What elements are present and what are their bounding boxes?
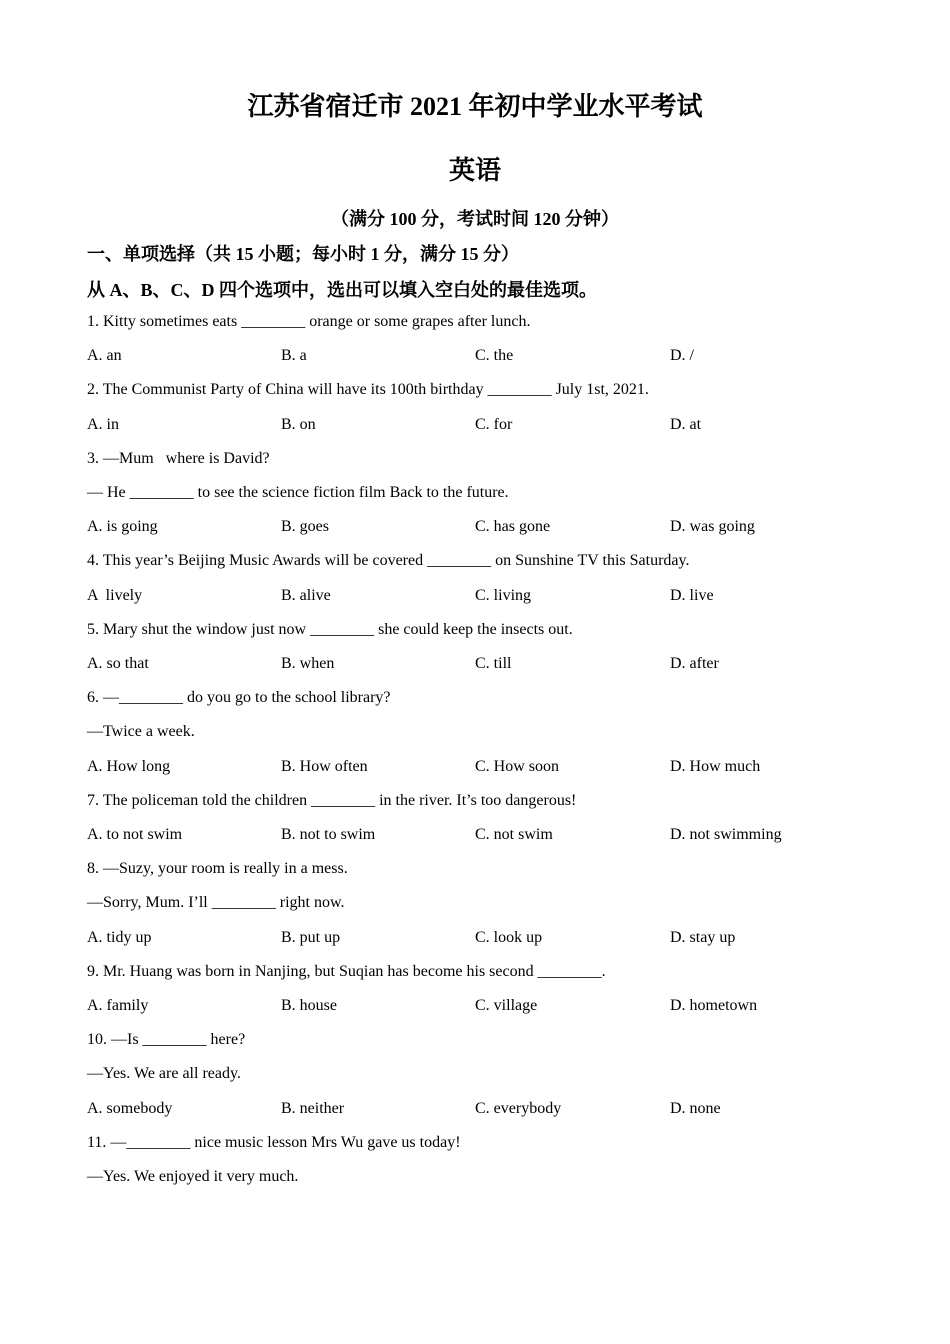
answer-option: A. is going <box>87 518 158 536</box>
answer-option: C. till <box>475 655 512 672</box>
answer-option: C. everybody <box>475 1099 562 1117</box>
question-line: 2. The Communist Party of China will have its 100th birthday ________ July 1st, 2021. <box>87 381 649 399</box>
answer-option: A. so that <box>87 655 149 672</box>
answer-option: C. village <box>475 997 538 1014</box>
answer-option: A. tidy up <box>87 928 152 946</box>
answer-option: B. on <box>281 415 316 433</box>
answer-option: D. / <box>670 347 694 365</box>
answer-option: D. live <box>670 586 714 604</box>
answer-option: B. put up <box>281 928 341 946</box>
answer-option: C. has gone <box>475 518 551 536</box>
answer-option: B. alive <box>281 586 331 604</box>
answer-option: B. How often <box>281 757 368 775</box>
answer-option: D. at <box>670 415 702 433</box>
subject-title: 英语 <box>448 156 501 185</box>
answer-option: A. in <box>87 415 119 433</box>
answer-option: C. for <box>475 415 513 433</box>
answer-option: D. was going <box>670 518 755 536</box>
answer-option: B. not to swim <box>281 826 376 843</box>
answer-option: B. a <box>281 347 307 365</box>
answer-option: B. house <box>281 997 337 1014</box>
answer-option: A. an <box>87 347 122 365</box>
question-line: 10. —Is ________ here? <box>87 1031 246 1049</box>
answer-option: B. neither <box>281 1099 345 1117</box>
answer-option: A. to not swim <box>87 826 183 843</box>
answer-option: B. when <box>281 655 335 672</box>
question-line: 8. —Suzy, your room is really in a mess. <box>87 860 348 878</box>
answer-option: C. living <box>475 586 532 604</box>
question-line: —Yes. We are all ready. <box>87 1065 241 1083</box>
answer-option: A. somebody <box>87 1099 173 1117</box>
answer-option: C. the <box>475 347 514 365</box>
question-line: 4. This year’s Beijing Music Awards will be covered ________ on Sunshine TV this Saturday. <box>87 552 690 570</box>
answer-option: D. hometown <box>670 997 758 1014</box>
section-instruction: 从 A、B、C、D 四个选项中，选出可以填入空白处的最佳选项。 <box>87 280 598 300</box>
question-line: —Sorry, Mum. I’ll ________ right now. <box>87 894 345 912</box>
answer-option: C. look up <box>475 928 543 946</box>
answer-option: D. after <box>670 655 719 672</box>
question-line: 1. Kitty sometimes eats ________ orange or some grapes after lunch. <box>87 313 531 330</box>
answer-option: C. not swim <box>475 826 553 843</box>
question-line: 3. —Mum where is David? <box>87 449 270 467</box>
exam-note: （满分 100 分，考试时间 120 分钟） <box>331 209 619 229</box>
answer-option: D. stay up <box>670 928 736 946</box>
answer-option: A. How long <box>87 757 171 775</box>
question-line: —Yes. We enjoyed it very much. <box>87 1168 299 1185</box>
question-line: —Twice a week. <box>87 723 195 741</box>
question-line: 9. Mr. Huang was born in Nanjing, but Suqian has become his second ________. <box>87 962 606 980</box>
answer-option: A. family <box>87 997 149 1014</box>
exam-title: 江苏省宿迁市 2021 年初中学业水平考试 <box>247 92 703 121</box>
question-line: 5. Mary shut the window just now ________ she could keep the insects out. <box>87 620 573 638</box>
answer-option: B. goes <box>281 518 329 536</box>
question-line: — He ________ to see the science fiction film Back to the future. <box>87 484 509 501</box>
question-line: 6. —________ do you go to the school library? <box>87 689 391 707</box>
answer-option: A lively <box>87 586 143 604</box>
section-heading: 一、单项选择（共 15 小题；每小时 1 分，满分 15 分） <box>87 244 519 264</box>
answer-option: D. not swimming <box>670 826 782 843</box>
answer-option: D. How much <box>670 757 761 775</box>
question-line: 7. The policeman told the children ________ in the river. It’s too dangerous! <box>87 791 577 809</box>
question-line: 11. —________ nice music lesson Mrs Wu gave us today! <box>87 1133 461 1151</box>
answer-option: D. none <box>670 1099 721 1117</box>
answer-option: C. How soon <box>475 757 560 775</box>
